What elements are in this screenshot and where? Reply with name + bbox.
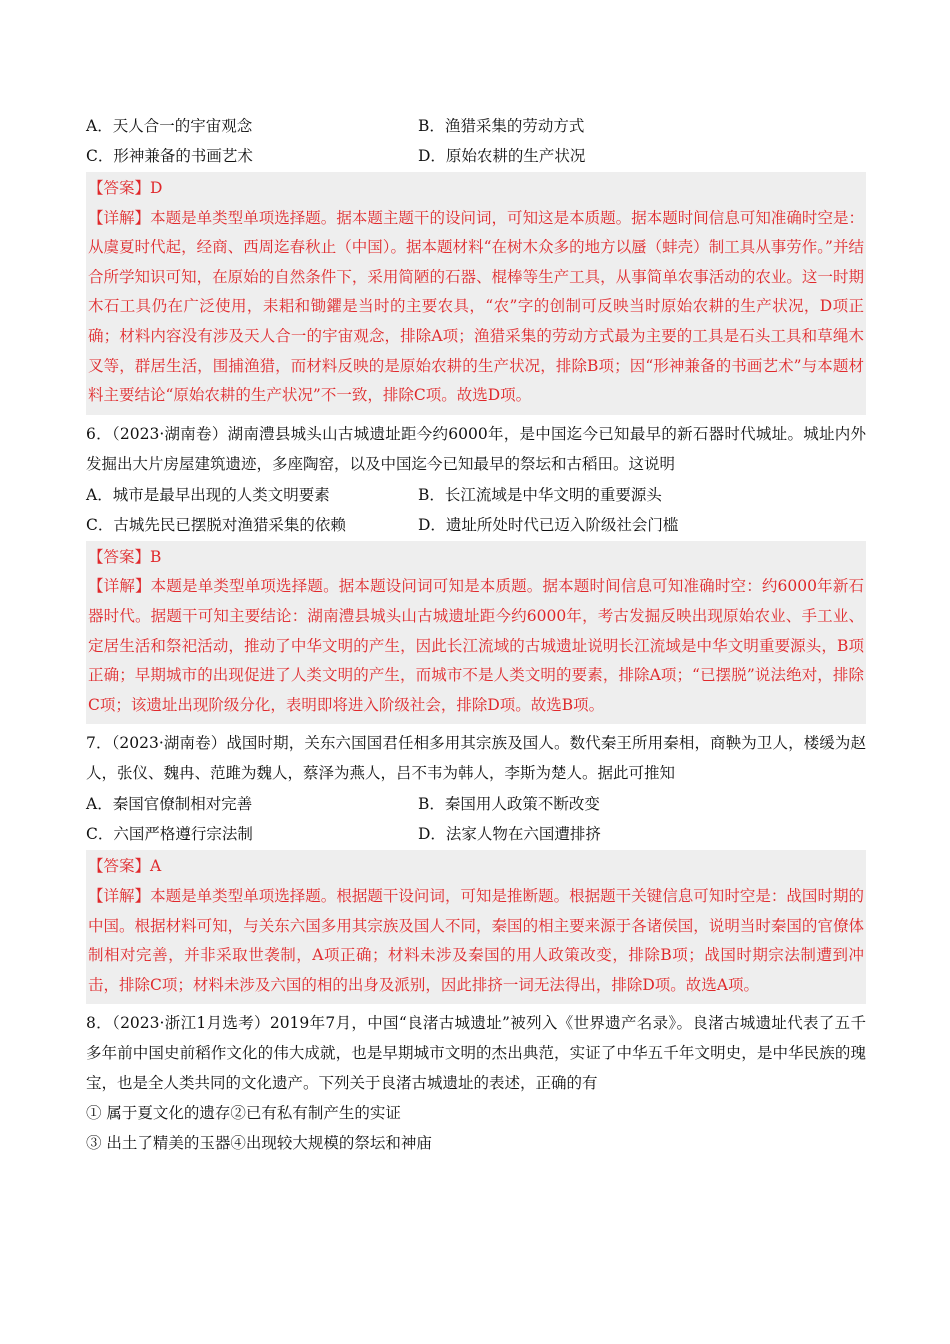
q8-stem: 8．（2023·浙江1月选考）2019年7月，中国“良渚古城遗址”被列入《世界遗产名录》。良渚古城遗址代表了五千多年前中国史前稻作文化的伟大成就，也是早期城市文明的杰出典范，实证了中华五千年文明史，是中华民族的瑰宝，也是全人类共同的文化遗产。下列关于良渚古城遗址的表述，正确的有: [86, 1014, 866, 1093]
q7-option-b[interactable]: B．秦国用人政策不断改变: [418, 795, 600, 814]
q5-options-row-2: [86, 140, 866, 170]
q6-option-d[interactable]: D．遗址所处时代已迈入阶级社会门槛: [418, 515, 679, 534]
q6-options-row-1: [86, 479, 866, 509]
q8-statement-1-2: ① 属于夏文化的遗存②已有私有制产生的实证: [86, 1104, 401, 1123]
q6-answer-box: [86, 541, 866, 725]
q5-option-d[interactable]: D．原始农耕的生产状况: [418, 147, 586, 165]
q7-options-row-2: [86, 818, 866, 848]
q6-explanation: 【详解】本题是单类型单项选择题。据本题设问词可知是本质题。据本题时间信息可知准确时空：约6000年新石器时代。据题干可知主要结论：湖南澧县城头山古城遗址距今约6000年，考古发掘反映出现原始农业、手工业、定居生活和祭祀活动，推动了中华文明的产生，因此长江流域的古城遗址说明长江流域是中华文明重要源头，B项正确；早期城市的出现促进了人类文明的产生，而城市不是人类文明的要素，排除A项；“已摆脱”说法绝对，排除C项；该遗址出现阶级分化，表明即将进入阶级社会，排除D项。故选B项。: [88, 577, 864, 714]
q6-option-a[interactable]: A．城市是最早出现的人类文明要素: [86, 485, 330, 504]
q5-option-b[interactable]: B．渔猎采集的劳动方式: [418, 117, 585, 135]
q5-explanation: 【详解】本题是单类型单项选择题。据本题主题干的设问词，可知这是本质题。据本题时间信息可知准确时空是：从虞夏时代起，经商、西周迄春秋止（中国）。据本题材料“在树木众多的地方以蜃（蚌壳）制工具从事劳作。”并结合所学知识可知，在原始的自然条件下，采用简陋的石器、棍棒等生产工具，从事简单农事活动的农业。这一时期木石工具仍在广泛使用，耒耜和锄鑺是当时的主要农具，“农”字的创制可反映当时原始农耕的生产状况，D项正确；材料内容没有涉及天人合一的宇宙观念，排除A项；渔猎采集的劳动方式最为主要的工具是石头工具和草绳木叉等，群居生活，围捕渔猎，而材料反映的是原始农耕的生产状况，排除B项；因“形神兼备的书画艺术”与本题材料主要结论“原始农耕的生产状况”不一致，排除C项。故选D项。: [88, 208, 864, 405]
q5-option-c[interactable]: C．形神兼备的书画艺术: [86, 147, 253, 165]
q5-option-a[interactable]: A．天人合一的宇宙观念: [86, 117, 253, 135]
q7-options-row-1: [86, 788, 866, 818]
q6-option-c[interactable]: C．古城先民已摆脱对渔猎采集的依赖: [86, 515, 346, 534]
q7-answer-box: [86, 850, 866, 1004]
q7-option-d[interactable]: D．法家人物在六国遭排挤: [418, 825, 601, 844]
q7-answer: 【答案】A: [88, 857, 162, 876]
exam-page: [86, 110, 866, 1158]
q6-options-row-2: [86, 509, 866, 539]
q5-options-row-1: [86, 110, 866, 140]
q5-answer-box: [86, 172, 866, 415]
q5-answer: 【答案】D: [88, 179, 163, 197]
q8-statement-3-4: ③ 出土了精美的玉器④出现较大规模的祭坛和神庙: [86, 1134, 432, 1153]
q7-option-c[interactable]: C．六国严格遵行宗法制: [86, 825, 253, 844]
q7-option-a[interactable]: A．秦国官僚制相对完善: [86, 795, 253, 814]
q7-stem: 7．（2023·湖南卷）战国时期，关东六国国君任相多用其宗族及国人。数代秦王所用秦相，商鞅为卫人，楼缓为赵人，张仪、魏冉、范雎为魏人，蔡泽为燕人，吕不韦为韩人，李斯为楚人。据此可推知: [86, 734, 866, 783]
q6-answer: 【答案】B: [88, 547, 162, 566]
q6-option-b[interactable]: B．长江流域是中华文明的重要源头: [418, 485, 662, 504]
q7-explanation: 【详解】本题是单类型单项选择题。根据题干设问词，可知是推断题。根据题干关键信息可知时空是：战国时期的中国。根据材料可知，与关东六国多用其宗族及国人不同，秦国的相主要来源于各诸侯国，说明当时秦国的官僚体制相对完善，并非采取世袭制，A项正确；材料未涉及秦国的用人政策改变，排除B项；战国时期宗法制遭到冲击，排除C项；材料未涉及六国的相的出身及派别，因此排挤一词无法得出，排除D项。故选A项。: [88, 886, 864, 994]
q6-stem: 6．（2023·湖南卷）湖南澧县城头山古城遗址距今约6000年，是中国迄今已知最早的新石器时代城址。城址内外发掘出大片房屋建筑遗迹，多座陶窑，以及中国迄今已知最早的祭坛和古稻田。这说明: [86, 424, 866, 473]
